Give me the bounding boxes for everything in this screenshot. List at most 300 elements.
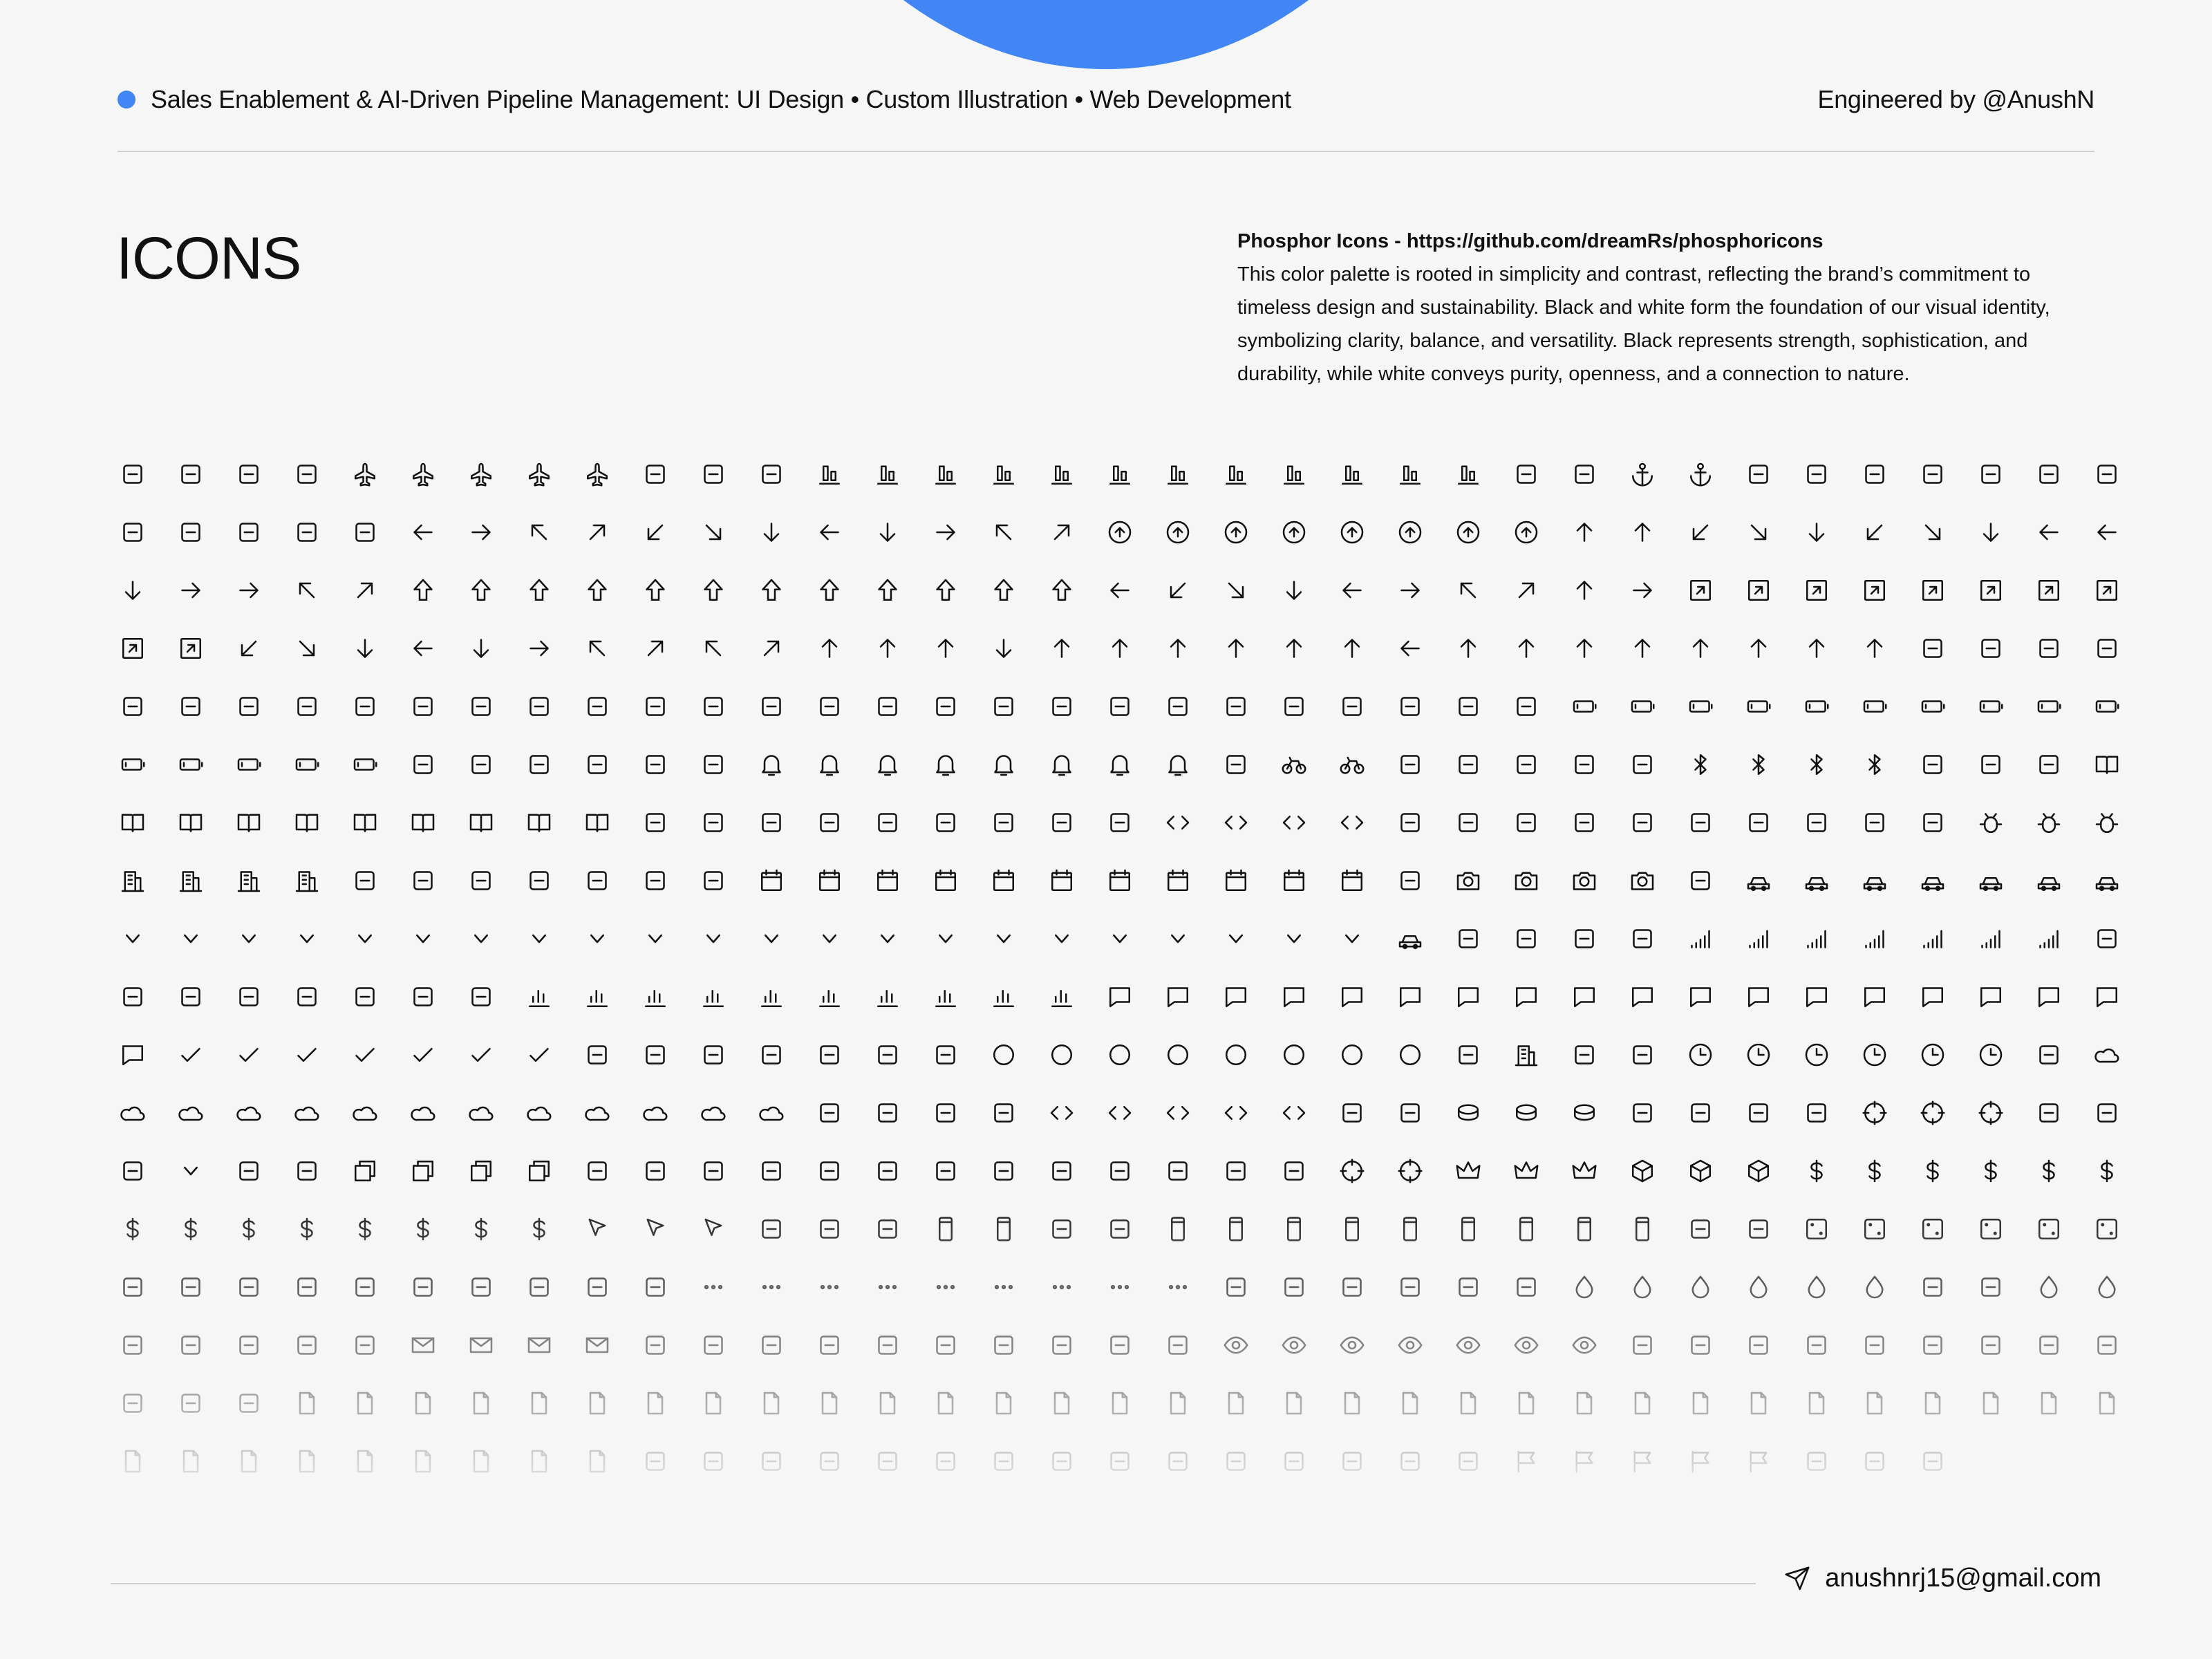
arrow-circle-down-left-icon [1106, 518, 1134, 546]
download-simple-icon [1222, 1273, 1250, 1301]
battery-warning-vertical-icon [293, 751, 321, 778]
backpack-icon [583, 693, 611, 720]
basketball-icon [1454, 693, 1482, 720]
file-txt-icon [235, 1447, 263, 1475]
bookmarks-icon [525, 809, 553, 836]
text-grid-r0c34-icon [2093, 460, 2121, 488]
arrow-bend-down-right-icon [700, 518, 727, 546]
box-arrow-up-icon [1048, 809, 1076, 836]
apple-logo-icon [119, 518, 147, 546]
brandy-icon [1454, 809, 1482, 836]
file-svg-icon [2035, 1389, 2063, 1417]
corners-in-icon [583, 1157, 611, 1185]
arrow-u-up-left-icon [583, 635, 611, 662]
battery-medium-icon [1919, 693, 1947, 720]
file-text-icon [2093, 1389, 2121, 1417]
calculator-icon [700, 867, 727, 894]
dots-three-circle-vertical-icon [874, 1273, 901, 1301]
beanie-icon [467, 751, 495, 778]
empty-icon [293, 1331, 321, 1359]
acorn-icon [119, 460, 147, 488]
clock-user-icon [1919, 1041, 1947, 1069]
drop-half-icon [1629, 1273, 1656, 1301]
drop-slash-icon [1745, 1273, 1772, 1301]
file-css-icon [816, 1389, 843, 1417]
dog-icon [409, 1273, 437, 1301]
chat-circle-slash-icon [1396, 983, 1424, 1011]
caret-up-small-icon [177, 1157, 205, 1185]
arrows-in-simple-icon [1280, 635, 1308, 662]
fire-simple-icon [1106, 1447, 1134, 1475]
caret-circle-double-up-icon [293, 925, 321, 953]
cell-signal-high-icon [1745, 925, 1772, 953]
currency-gbp-icon [177, 1215, 205, 1243]
align-center-vertical-simple-icon [1048, 460, 1076, 488]
amazon-logo-icon [1512, 460, 1540, 488]
file-minus-icon [1571, 1389, 1598, 1417]
anchor-simple-icon [1629, 460, 1656, 488]
arrow-u-down-left-icon [235, 635, 263, 662]
ear-slash-icon [1919, 1273, 1947, 1301]
file-lock-icon [1396, 1389, 1424, 1417]
figma-logo-icon [235, 1389, 263, 1417]
calendar-check-icon [816, 867, 843, 894]
facebook-logo-icon [1687, 1331, 1714, 1359]
barricade-icon [1164, 693, 1192, 720]
file-ts-icon [119, 1447, 147, 1475]
currency-krw-icon [351, 1215, 379, 1243]
bell-z-icon [1106, 751, 1134, 778]
books-icon [583, 809, 611, 836]
airplane-landing-icon [409, 460, 437, 488]
barn-icon [1106, 693, 1134, 720]
app-window-icon [2035, 460, 2063, 488]
circles-three-icon [1396, 1041, 1424, 1069]
dots-three-icon [1164, 1273, 1192, 1301]
checkerboard-icon [467, 1041, 495, 1069]
dot-outline-icon [641, 1273, 669, 1301]
chart-line-icon [816, 983, 843, 1011]
calendar-minus-icon [1048, 867, 1076, 894]
bug-beetle-icon [1977, 809, 2005, 836]
film-script-icon [700, 1447, 727, 1475]
arrow-u-down-right-icon [293, 635, 321, 662]
chat-centered-dots-icon [1106, 983, 1134, 1011]
arrow-u-left-up-icon [409, 635, 437, 662]
cell-signal-slash-icon [1977, 925, 2005, 953]
flashlight-icon [1861, 1447, 1888, 1475]
cricket-icon [1164, 1157, 1192, 1185]
boxing-glove-icon [1106, 809, 1134, 836]
file-jsx-icon [1338, 1389, 1366, 1417]
arrows-merge-icon [1454, 635, 1482, 662]
cards-three-icon [2093, 867, 2121, 894]
butterfly-icon [467, 867, 495, 894]
arrow-square-up-icon [177, 635, 205, 662]
caret-circle-double-right-icon [235, 925, 263, 953]
file-zip-icon [467, 1447, 495, 1475]
address-book-tabs-icon [235, 460, 263, 488]
flask-icon [1919, 1447, 1947, 1475]
file-image-icon [1106, 1389, 1134, 1417]
check-icon [409, 1041, 437, 1069]
cell-signal-full-icon [1687, 925, 1714, 953]
cherries-icon [758, 1041, 785, 1069]
binoculars-icon [1454, 751, 1482, 778]
balloon-icon [816, 693, 843, 720]
ambulance-icon [1571, 460, 1598, 488]
arrow-square-up-left-icon [2093, 577, 2121, 604]
file-doc-icon [990, 1389, 1018, 1417]
bandaids-icon [874, 693, 901, 720]
fire-truck-icon [1164, 1447, 1192, 1475]
bridge-icon [1571, 809, 1598, 836]
align-bottom-simple-icon [816, 460, 843, 488]
calendar-icon [1338, 867, 1366, 894]
broom-icon [1803, 809, 1830, 836]
file-html-icon [1048, 1389, 1076, 1417]
brackets-curly-icon [1222, 809, 1250, 836]
file-pdf-icon [1629, 1389, 1656, 1417]
device-rotate-icon [1396, 1215, 1424, 1243]
arrow-u-left-down-icon [351, 635, 379, 662]
baby-carriage-icon [467, 693, 495, 720]
first-aid-kit-icon [1280, 1447, 1308, 1475]
cell-signal-low-icon [1803, 925, 1830, 953]
currency-btc-icon [1803, 1157, 1830, 1185]
circle-half-icon [1106, 1041, 1134, 1069]
fediverse-logo-icon [177, 1389, 205, 1417]
arrow-line-down-icon [1280, 577, 1308, 604]
arrow-fat-lines-down-icon [758, 577, 785, 604]
face-mask-icon [1629, 1331, 1656, 1359]
dots-three-outline-icon [1048, 1273, 1076, 1301]
chart-line-down-icon [700, 983, 727, 1011]
caret-double-down-icon [641, 925, 669, 953]
envelope-simple-open-icon [467, 1331, 495, 1359]
carrot-icon [1396, 925, 1424, 953]
disco-ball-icon [177, 1273, 205, 1301]
file-code-icon [700, 1389, 727, 1417]
cloud-check-icon [177, 1099, 205, 1127]
icon-source-credit: Phosphor Icons - https://github.com/dreamRs/phosphoricons [1237, 230, 1824, 252]
caret-circle-up-down-icon [525, 925, 553, 953]
arrows-in-cardinal-icon [1106, 635, 1134, 662]
camera-slash-icon [1571, 867, 1598, 894]
exam-icon [932, 1331, 959, 1359]
arrow-u-up-right-icon [641, 635, 669, 662]
arrow-fat-line-left-icon [583, 577, 611, 604]
dev-to-logo-icon [1106, 1215, 1134, 1243]
arrows-down-up-icon [990, 635, 1018, 662]
book-open-user-icon [177, 809, 205, 836]
drop-half-bottom-icon [1571, 1273, 1598, 1301]
finn-the-human-icon [990, 1447, 1018, 1475]
ear-icon [1977, 1273, 2005, 1301]
credit-card-icon [1106, 1157, 1134, 1185]
battery-vertical-high-icon [119, 751, 147, 778]
arrow-square-right-icon [2035, 577, 2063, 604]
cards-icon [2035, 867, 2063, 894]
dice-one-icon [1919, 1215, 1947, 1243]
chart-line-up-icon [758, 983, 785, 1011]
fingerprint-icon [932, 1447, 959, 1475]
file-csv-icon [874, 1389, 901, 1417]
bell-simple-slash-icon [874, 751, 901, 778]
footer-divider [111, 1583, 1756, 1584]
fast-forward-icon [2093, 1331, 2121, 1359]
arrow-circle-down-right-icon [1164, 518, 1192, 546]
dice-three-icon [2035, 1215, 2063, 1243]
circles-four-icon [1280, 1041, 1308, 1069]
drop-simple-icon [1803, 1273, 1830, 1301]
arrow-elbow-left-icon [2093, 518, 2121, 546]
fast-forward-circle-icon [2035, 1331, 2063, 1359]
cash-register-icon [1454, 925, 1482, 953]
contact-email: anushnrj15@gmail.com [1825, 1564, 2101, 1593]
bluetooth-icon [1861, 751, 1888, 778]
chat-teardrop-icon [1861, 983, 1888, 1011]
currency-dollar-simple-icon [1977, 1157, 2005, 1185]
arrow-elbow-left-down-icon [1977, 518, 2005, 546]
arrows-in-line-horizontal-icon [1164, 635, 1192, 662]
file-vue-icon [293, 1447, 321, 1475]
atom-icon [293, 693, 321, 720]
brackets-square-icon [1338, 809, 1366, 836]
coat-hanger-icon [932, 1099, 959, 1127]
arrows-in-icon [1338, 635, 1366, 662]
arrow-up-left-icon [700, 635, 727, 662]
project-title: Sales Enablement & AI-Driven Pipeline Management: UI Design • Custom Illustration • Web Development [151, 85, 1291, 113]
file-rs-icon [1919, 1389, 1947, 1417]
arrows-in-line-vertical-icon [1222, 635, 1250, 662]
arrow-line-up-icon [1571, 577, 1598, 604]
flag-pennant-icon [1687, 1447, 1714, 1475]
closed-captioning-icon [2035, 1041, 2063, 1069]
article-ny-times-icon [1977, 635, 2005, 662]
device-mobile-camera-icon [1164, 1215, 1192, 1243]
crane-tower-icon [1048, 1157, 1076, 1185]
farm-icon [1977, 1331, 2005, 1359]
flag-icon [1745, 1447, 1772, 1475]
chalkboard-teacher-icon [293, 983, 321, 1011]
chef-hat-icon [700, 1041, 727, 1069]
cow-icon [816, 1157, 843, 1185]
arrow-square-out-icon [1977, 577, 2005, 604]
arrow-square-left-icon [1919, 577, 1947, 604]
diamond-icon [1687, 1215, 1714, 1243]
detective-icon [1048, 1215, 1076, 1243]
asterisk-icon [177, 693, 205, 720]
caret-circle-double-down-icon [119, 925, 147, 953]
cursor-click-icon [583, 1215, 611, 1243]
cross-icon [1280, 1157, 1308, 1185]
blueprint-icon [1629, 751, 1656, 778]
film-slate-icon [758, 1447, 785, 1475]
chart-pie-slice-icon [874, 983, 901, 1011]
calendar-heart-icon [990, 867, 1018, 894]
arrow-elbow-right-icon [235, 577, 263, 604]
cowboy-hat-icon [874, 1157, 901, 1185]
broadcast-icon [1745, 809, 1772, 836]
cloud-warning-icon [641, 1099, 669, 1127]
chart-donut-icon [641, 983, 669, 1011]
calendar-plus-icon [1106, 867, 1134, 894]
copyleft-icon [467, 1157, 495, 1185]
battery-plus-icon [1977, 693, 2005, 720]
coda-logo-icon [990, 1099, 1018, 1127]
cursor-text-icon [641, 1215, 669, 1243]
cube-focus-icon [1629, 1157, 1656, 1185]
chart-polar-icon [990, 983, 1018, 1011]
corners-out-icon [641, 1157, 669, 1185]
arrow-elbow-down-right-icon [1919, 518, 1947, 546]
cheese-icon [641, 1041, 669, 1069]
bank-icon [932, 693, 959, 720]
chats-icon [119, 1041, 147, 1069]
exclamation-mark-icon [990, 1331, 1018, 1359]
align-top-simple-icon [1396, 460, 1424, 488]
asclepius-icon [2093, 635, 2121, 662]
battery-charging-vertical-icon [1571, 693, 1598, 720]
camera-plus-icon [1454, 867, 1482, 894]
bookmark-simple-icon [351, 809, 379, 836]
envelope-simple-icon [525, 1331, 553, 1359]
caret-down-icon [874, 925, 901, 953]
arrow-counter-clockwise-icon [1629, 518, 1656, 546]
arrows-split-icon [1803, 635, 1830, 662]
envelope-open-icon [409, 1331, 437, 1359]
belt-icon [1222, 751, 1250, 778]
court-basketball-icon [758, 1157, 785, 1185]
brain-icon [1396, 809, 1424, 836]
dots-six-icon [816, 1273, 843, 1301]
arrows-out-icon [1745, 635, 1772, 662]
exclude-square-icon [1048, 1331, 1076, 1359]
castle-turret-icon [1571, 925, 1598, 953]
axe-icon [409, 693, 437, 720]
disc-icon [119, 1273, 147, 1301]
columns-plus-left-icon [1629, 1099, 1656, 1127]
barbell-icon [990, 693, 1018, 720]
bell-simple-icon [990, 751, 1018, 778]
contactless-payment-icon [119, 1157, 147, 1185]
compass-rose-icon [1861, 1099, 1888, 1127]
club-icon [874, 1099, 901, 1127]
arrow-elbow-down-left-icon [1861, 518, 1888, 546]
arrows-out-line-horizontal-icon [1571, 635, 1598, 662]
file-c-sharp-icon [525, 1389, 553, 1417]
airplane-tilt-icon [525, 460, 553, 488]
eye-closed-icon [1222, 1331, 1250, 1359]
chat-circle-text-icon [1454, 983, 1482, 1011]
dots-six-vertical-icon [758, 1273, 785, 1301]
chat-teardrop-text-icon [1803, 983, 1830, 1011]
arrow-elbow-right-up-icon [177, 577, 205, 604]
battery-low-icon [1861, 693, 1888, 720]
cloud-arrow-up-icon [119, 1099, 147, 1127]
arrow-arc-right-icon [467, 518, 495, 546]
circle-icon [1222, 1041, 1250, 1069]
cloud-lightning-icon [293, 1099, 321, 1127]
bluetooth-x-icon [1803, 751, 1830, 778]
bounding-box-icon [758, 809, 785, 836]
align-left-simple-icon [1164, 460, 1192, 488]
file-plus-icon [1687, 1389, 1714, 1417]
files-icon [583, 1447, 611, 1475]
caret-double-up-icon [816, 925, 843, 953]
equalizer-icon [641, 1331, 669, 1359]
cube-icon [1745, 1157, 1772, 1185]
backspace-icon [641, 693, 669, 720]
currency-eth-icon [2093, 1157, 2121, 1185]
article-medium-icon [1919, 635, 1947, 662]
brackets-angle-icon [1164, 809, 1192, 836]
arrow-down-left-icon [1687, 518, 1714, 546]
baseball-helmet-icon [1280, 693, 1308, 720]
bug-droid-icon [2035, 809, 2063, 836]
flag-banner-icon [1571, 1447, 1598, 1475]
arrow-line-down-left-icon [1164, 577, 1192, 604]
cloud-sun-icon [583, 1099, 611, 1127]
bell-simple-z-icon [932, 751, 959, 778]
currency-cny-icon [1919, 1157, 1947, 1185]
arrow-elbow-right-down-icon [119, 577, 147, 604]
crosshair-simple-icon [1338, 1157, 1366, 1185]
camera-icon [1629, 867, 1656, 894]
car-simple-icon [1861, 867, 1888, 894]
brackets-round-icon [1280, 809, 1308, 836]
arrow-line-up-left-icon [1454, 577, 1482, 604]
caret-line-up-icon [1164, 925, 1192, 953]
cell-signal-medium-icon [1861, 925, 1888, 953]
currency-inr-icon [235, 1215, 263, 1243]
couch-icon [700, 1157, 727, 1185]
building-apartment-icon [119, 867, 147, 894]
caret-left-icon [932, 925, 959, 953]
devices-icon [1629, 1215, 1656, 1243]
dice-four-icon [1861, 1215, 1888, 1243]
code-block-icon [1048, 1099, 1076, 1127]
envelope-icon [583, 1331, 611, 1359]
currency-rub-icon [525, 1215, 553, 1243]
fire-extinguisher-icon [1048, 1447, 1076, 1475]
file-arrow-down-icon [351, 1389, 379, 1417]
arrow-square-in-icon [1861, 577, 1888, 604]
faders-horizontal-icon [1803, 1331, 1830, 1359]
arrow-circle-left-icon [1280, 518, 1308, 546]
caret-circle-left-icon [409, 925, 437, 953]
arrow-u-right-up-icon [525, 635, 553, 662]
divide-icon [293, 1273, 321, 1301]
first-aid-icon [1338, 1447, 1366, 1475]
arrow-circle-up-right-icon [1454, 518, 1482, 546]
file-ppt-icon [1803, 1389, 1830, 1417]
cloud-arrow-down-icon [2093, 1041, 2121, 1069]
car-icon [1919, 867, 1947, 894]
arrow-left-icon [1106, 577, 1134, 604]
bag-simple-icon [758, 693, 785, 720]
arrow-line-right-icon [1396, 577, 1424, 604]
arrow-bend-left-up-icon [816, 518, 843, 546]
circle-half-tilt-icon [1048, 1041, 1076, 1069]
align-center-vertical-icon [1106, 460, 1134, 488]
door-open-icon [467, 1273, 495, 1301]
coffee-icon [1396, 1099, 1424, 1127]
cardholder-icon [1977, 867, 2005, 894]
asterisk-simple-icon [119, 693, 147, 720]
cell-signal-x-icon [2035, 925, 2063, 953]
